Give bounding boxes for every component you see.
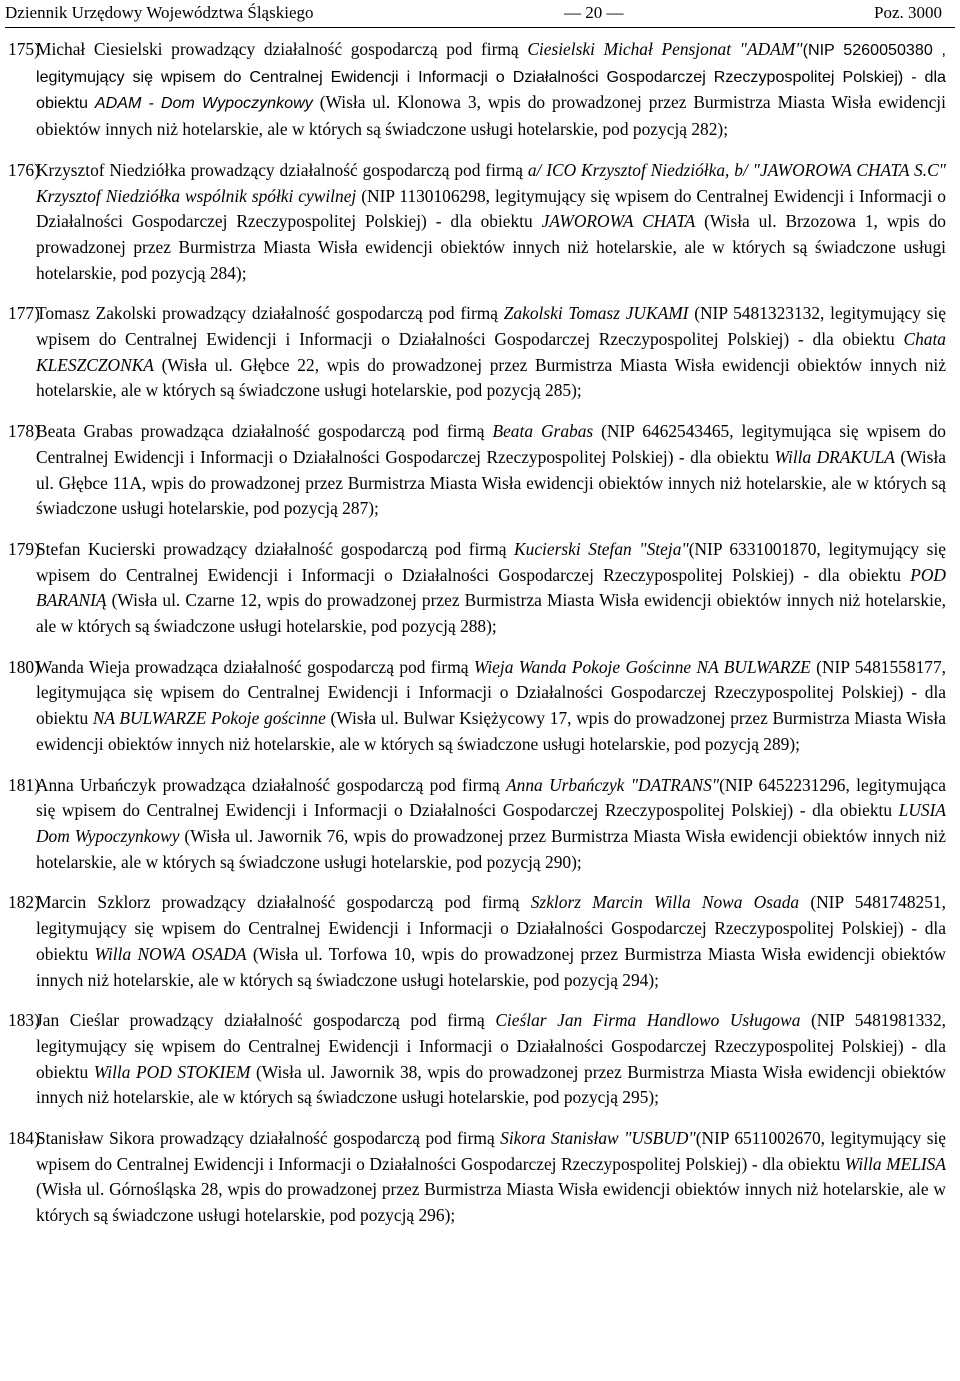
entry-address: (Wisła ul. Głębce 11A, — [36, 446, 947, 493]
entry-name: Michał Ciesielski — [36, 39, 163, 59]
entry-number: 177) — [8, 303, 40, 324]
entry-activity: prowadząca działalność gospodarczą pod firmą — [135, 656, 469, 677]
entry-register-text: wpis do prowadzonej przez Burmistrza Miasta Wisła ewidencji obiektów innych niż hotelarskie, ale w których są świadczone usługi hotelarskie, pod pozycją 282); — [36, 92, 946, 140]
entry-number: 184) — [8, 1128, 40, 1149]
entry-name: Jan Cieślar — [36, 1010, 120, 1031]
entry-name: Krzysztof Niedziółka — [36, 159, 186, 180]
entry-number: 175) — [8, 39, 40, 59]
entry-nip-text: (NIP 6331001870, legitymujący się wpisem do Centralnej Ewidencji i Informacji o Działalności Gospodarczej Rzeczypospolitej Polskiej) - dla obiektu — [36, 538, 947, 585]
list-item — [8, 1008, 946, 1111]
page-header — [5, 2, 942, 24]
entries-list — [8, 37, 946, 1244]
entry-nip-text: (NIP 6452231296, legitymująca się wpisem do Centralnej Ewidencji i Informacji o Działalności Gospodarczej Rzeczypospolitej Polskiej) - dla obiektu — [36, 774, 946, 821]
list-item — [8, 773, 946, 876]
entry-object: Willa POD STOKIEM — [93, 1061, 251, 1082]
entry-text — [36, 37, 946, 143]
entry-firm: Wieja Wanda Pokoje Gościnne NA BULWARZE — [473, 656, 811, 677]
entry-address: (Wisła ul. Klonowa 3, — [319, 92, 481, 113]
header-divider — [5, 27, 955, 28]
entry-number: 176) — [8, 159, 40, 180]
entry-activity: prowadzący działalność gospodarczą pod firmą — [190, 159, 523, 180]
entry-text — [36, 1126, 946, 1229]
entry-number: 178) — [8, 421, 40, 442]
entry-firm: Szklorz Marcin Willa Nowa Osada — [530, 892, 800, 913]
entry-object: JAWOROWA CHATA — [541, 211, 696, 232]
entry-firm: Cieślar Jan Firma Handlowo Usługowa — [495, 1010, 801, 1031]
entry-activity: prowadzący działalność gospodarczą pod firmą — [162, 303, 498, 324]
entry-firm: Sikora Stanisław "USBUD" — [500, 1128, 696, 1149]
entry-address: (Wisła ul. Brzozowa 1, — [704, 211, 878, 232]
entry-nip-text: (NIP 5481748251, legitymujący się wpisem do Centralnej Ewidencji i Informacji o Działalności Gospodarczej Rzeczypospolitej Polskiej) - dla obiektu — [36, 892, 946, 964]
entry-firm: Ciesielski Michał Pensjonat "ADAM" — [527, 39, 803, 59]
entry-name: Stanisław Sikora — [36, 1128, 155, 1149]
entry-name: Wanda Wieja — [36, 656, 130, 677]
list-item — [8, 655, 946, 758]
entry-nip-text: (NIP 5260050380 , legitymujący się wpisem do Centralnej Ewidencji i Informacji o Działalności Gospodarczej Rzeczypospolitej Polskiej) - dla obiektu — [36, 41, 947, 113]
list-item — [8, 537, 946, 640]
entry-object: Willa MELISA — [844, 1153, 946, 1174]
entry-text — [36, 419, 946, 522]
entry-text — [36, 301, 946, 404]
list-item — [8, 1126, 946, 1229]
entry-object: Willa DRAKULA — [774, 446, 895, 467]
entry-name: Marcin Szklorz — [36, 892, 151, 913]
page-number: — 20 — — [564, 3, 624, 22]
entry-name: Stefan Kucierski — [36, 538, 156, 559]
entry-register-text: wpis do prowadzonej przez Burmistrza Miasta Wisła ewidencji obiektów innych niż hotelarskie, ale w których są świadczone usługi hotelarskie, pod pozycją 288); — [36, 590, 947, 637]
entry-address: (Wisła ul. Torfowa 10, — [252, 943, 416, 964]
list-item — [8, 301, 946, 404]
entry-register-text: wpis do prowadzonej przez Burmistrza Miasta Wisła ewidencji obiektów innych niż hotelarskie, ale w których są świadczone usługi hotelarskie, pod pozycją 296); — [36, 1179, 946, 1226]
entry-object: NA BULWARZE Pokoje gościnne — [92, 708, 326, 729]
entry-object: POD BARANIĄ — [36, 564, 946, 611]
entry-number: 179) — [8, 538, 40, 559]
entry-nip-text: (NIP 6462543465, legitymująca się wpisem do Centralnej Ewidencji i Informacji o Działalności Gospodarczej Rzeczypospolitej Polskiej) - dla obiektu — [36, 421, 947, 467]
entry-firm: Beata Grabas — [492, 421, 594, 442]
entry-nip-text: (NIP 5481981332, legitymujący się wpisem do Centralnej Ewidencji i Informacji o Działalności Gospodarczej Rzeczypospolitej Polskiej) - dla obiektu — [36, 1010, 947, 1082]
position-number: Poz. 3000 — [874, 3, 942, 22]
entry-number: 181) — [8, 774, 40, 795]
entry-number: 182) — [8, 892, 40, 913]
entry-register-text: wpis do prowadzonej przez Burmistrza Miasta Wisła ewidencji obiektów innych niż hotelarskie, ale w których są świadczone usługi hotelarskie, pod pozycją 287); — [36, 472, 946, 519]
entry-firm: Anna Urbańczyk "DATRANS" — [506, 774, 720, 795]
entry-number: 180) — [8, 656, 40, 677]
entry-address: (Wisła ul. Czarne 12, — [111, 590, 262, 611]
entry-number: 183) — [8, 1010, 40, 1031]
entry-text — [36, 158, 946, 287]
entry-activity: prowadząca działalność gospodarczą pod firmą — [162, 774, 500, 795]
entry-firm: a/ ICO Krzysztof Niedziółka, b/ "JAWOROWA CHATA S.C" Krzysztof Niedziółka wspólnik spółki cywilnej — [36, 159, 946, 206]
entry-register-text: wpis do prowadzonej przez Burmistrza Miasta Wisła ewidencji obiektów innych niż hotelarskie, ale w których są świadczone usługi hotelarskie, pod pozycją 295); — [36, 1061, 946, 1108]
entry-activity: prowadzący działalność gospodarczą pod firmą — [129, 1010, 485, 1031]
entry-text — [36, 537, 946, 640]
journal-title: Dziennik Urzędowy Województwa Śląskiego — [5, 3, 314, 22]
entry-nip-text: (NIP 1130106298, legitymujący się wpisem do Centralnej Ewidencji i Informacji o Działalności Gospodarczej Rzeczypospolitej Polskiej) - dla obiektu — [36, 185, 946, 232]
list-item — [8, 419, 946, 522]
entry-name: Anna Urbańczyk — [36, 774, 157, 795]
entry-register-text: wpis do prowadzonej przez Burmistrza Miasta Wisła ewidencji obiektów innych niż hotelarskie, ale w których są świadczone usługi hotelarskie, pod pozycją 285); — [36, 354, 946, 401]
entry-address: (Wisła ul. Jawornik 76, — [184, 825, 349, 846]
entry-nip-text: (NIP 5481323132, legitymujący się wpisem do Centralnej Ewidencji i Informacji o Działalności Gospodarczej Rzeczypospolitej Polskiej) - dla obiektu — [36, 303, 946, 350]
entry-activity: prowadzący działalność gospodarczą pod firmą — [163, 538, 507, 559]
entry-register-text: wpis do prowadzonej przez Burmistrza Miasta Wisła ewidencji obiektów innych niż hotelarskie, ale w których są świadczone usługi hotelarskie, pod pozycją 289); — [36, 708, 946, 754]
entry-object: LUSIA Dom Wypoczynkowy — [36, 800, 946, 846]
entry-activity: prowadzący działalność gospodarczą pod firmą — [159, 1128, 495, 1149]
entry-nip-text: (NIP 5481558177, legitymująca się wpisem do Centralnej Ewidencji i Informacji o Działalności Gospodarczej Rzeczypospolitej Polskiej) - dla obiektu — [36, 656, 947, 729]
entry-activity: prowadzący działalność gospodarczą pod firmą — [171, 39, 519, 59]
entry-register-text: wpis do prowadzonej przez Burmistrza Miasta Wisła ewidencji obiektów innych niż hotelarskie, ale w których są świadczone usługi hotelarskie, pod pozycją 290); — [36, 825, 946, 872]
entry-address: (Wisła ul. Górnośląska 28, — [36, 1179, 223, 1200]
entry-name: Tomasz Zakolski — [36, 303, 157, 324]
entry-activity: prowadząca działalność gospodarczą pod firmą — [140, 421, 485, 442]
entry-text — [36, 655, 946, 758]
entry-register-text: wpis do prowadzonej przez Burmistrza Miasta Wisła ewidencji obiektów innych niż hotelarskie, ale w których są świadczone usługi hotelarskie, pod pozycją 284); — [36, 211, 946, 283]
entry-address: (Wisła ul. Bulwar Księżycowy 17, — [330, 708, 572, 729]
list-item — [8, 37, 946, 143]
entry-address: (Wisła ul. Jawornik 38, — [256, 1061, 422, 1082]
entry-text — [36, 773, 946, 876]
list-item — [8, 158, 946, 287]
entry-object: Chata KLESZCZONKA — [36, 329, 946, 375]
entry-register-text: wpis do prowadzonej przez Burmistrza Miasta Wisła ewidencji obiektów innych niż hotelarskie, ale w których są świadczone usługi hotelarskie, pod pozycją 294); — [36, 943, 946, 990]
entry-firm: Kucierski Stefan "Steja" — [514, 538, 689, 559]
entry-object: ADAM - Dom Wypoczynkowy — [94, 94, 313, 113]
list-item — [8, 890, 946, 993]
entry-firm: Zakolski Tomasz JUKAMI — [503, 303, 689, 324]
entry-object: Willa NOWA OSADA — [94, 943, 247, 964]
entry-text — [36, 1008, 946, 1111]
entry-activity: prowadzący działalność gospodarczą pod firmą — [161, 892, 520, 913]
entry-nip-text: (NIP 6511002670, legitymujący się wpisem do Centralnej Ewidencji i Informacji o Działalności Gospodarczej Rzeczypospolitej Polskiej) - dla obiektu — [36, 1128, 947, 1174]
entry-name: Beata Grabas — [36, 421, 133, 442]
entry-text — [36, 890, 946, 993]
entry-address: (Wisła ul. Głębce 22, — [161, 354, 320, 375]
